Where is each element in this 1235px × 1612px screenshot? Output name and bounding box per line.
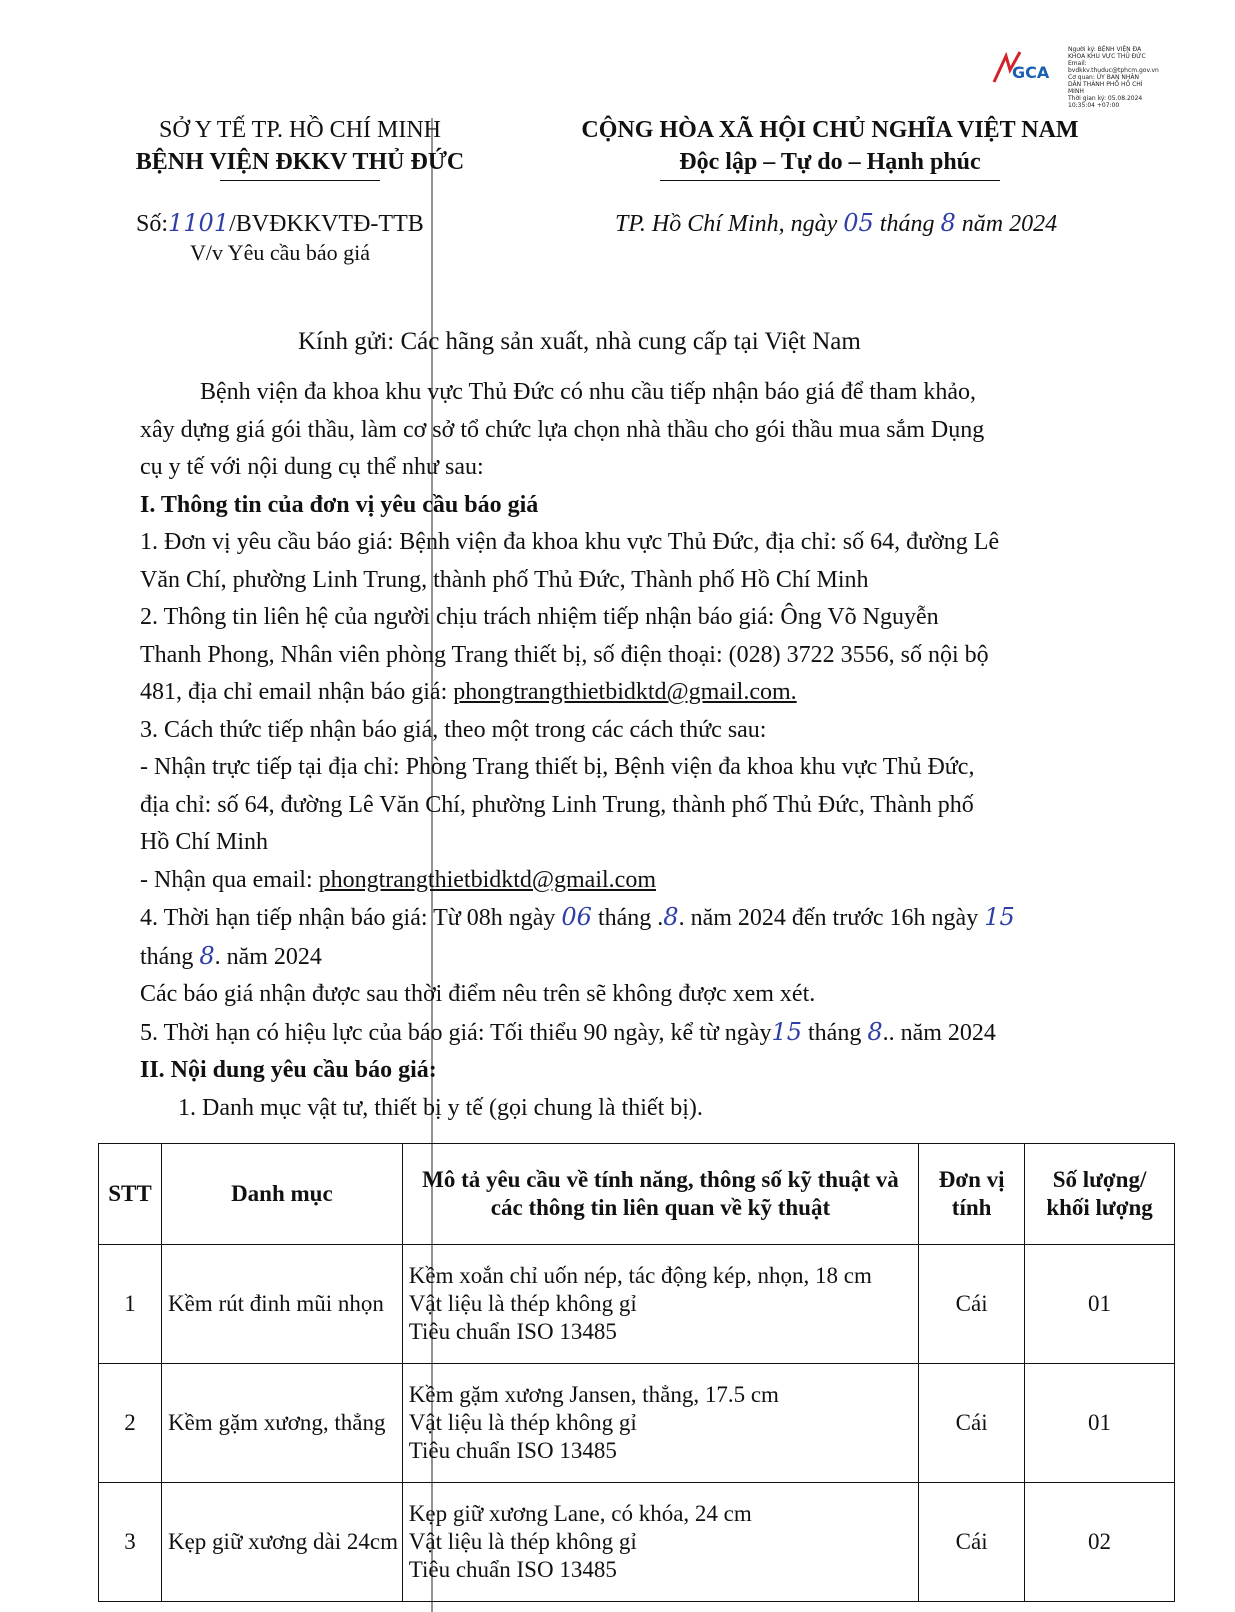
description-line: Vật liệu là thép không gỉ [408,1291,637,1316]
document-number [136,207,424,240]
handwritten-month: 8 [867,1017,883,1046]
row-description [402,1364,918,1483]
validity-text: tháng [808,1019,862,1046]
deadline-text: 4. Thời hạn tiếp nhận báo giá: Từ 08h ngày [140,905,556,931]
document-body [140,374,1122,1127]
row-quantity: 01 [1025,1364,1175,1483]
table-row [99,1245,1175,1364]
column-header-stt: STT [99,1144,162,1245]
gca-logo [990,48,1050,88]
hospital-name: BỆNH VIỆN ĐKKV THỦ ĐỨC [135,149,465,175]
row-stt: 3 [99,1483,162,1602]
paragraph-line [140,938,1122,977]
date-prefix: TP. Hồ Chí Minh, ngày [615,211,838,237]
row-stt: 2 [99,1364,162,1483]
paragraph-line: - Nhận trực tiếp tại địa chỉ: Phòng Trang thiết bị, Bệnh viện đa khoa khu vực Thủ Đức, [140,754,975,780]
deadline-text: tháng [140,943,194,970]
deadline-text: tháng . [597,905,664,931]
signature-line: 10:35:04 +07:00 [1068,102,1120,109]
column-header-quantity: Số lượng/ khối lượng [1025,1144,1175,1245]
paragraph-line: Các báo giá nhận được sau thời điểm nêu trên sẽ không được xem xét. [140,981,816,1007]
description-line: Vật liệu là thép không gỉ [408,1529,637,1554]
department-name: SỞ Y TẾ TP. HỒ CHÍ MINH [158,117,442,143]
signature-line: bvdkkv.thuduc@tphcm.gov.vn [1068,67,1159,74]
paragraph-line [140,674,1122,712]
signature-line: KHOA KHU VỰC THỦ ĐỨC [1068,53,1146,60]
table-row [99,1483,1175,1602]
row-quantity: 01 [1025,1245,1175,1364]
digital-signature-info [1068,46,1163,109]
row-description [402,1245,918,1364]
signature-line: Thời gian ký: 05.08.2024 [1068,95,1143,102]
date-month-handwritten: 8 [940,209,956,237]
paragraph-line [140,862,1122,900]
row-name: Kềm gặm xương, thẳng [161,1364,402,1483]
description-line: Kềm xoắn chỉ uốn nép, tác động kép, nhọn, 18 cm [408,1263,872,1288]
date-day-handwritten: 05 [843,209,874,237]
deadline-text: . năm 2024 [214,943,322,970]
row-unit: Cái [919,1483,1025,1602]
row-name: Kẹp giữ xương dài 24cm [161,1483,402,1602]
national-header [520,114,1140,181]
signature-line: Email: [1068,60,1087,67]
description-line: Tiêu chuẩn ISO 13485 [408,1319,617,1344]
document-date [615,207,1057,240]
issuer-underline [220,180,380,181]
signature-line: Cơ quan: ỦY BAN NHÂN [1068,74,1139,81]
email-label: 481, địa chỉ email nhận báo giá: [140,679,448,705]
doc-number-suffix: /BVĐKKVTĐ-TTB [229,211,424,237]
intro-line: Bệnh viện đa khoa khu vực Thủ Đức có nhu cầu tiếp nhận báo giá để tham khảo, [200,379,977,405]
signature-line: Người ký: BỆNH VIỆN ĐA [1068,46,1142,53]
date-year: năm 2024 [961,211,1058,237]
handwritten-month: 8 [663,903,679,931]
handwritten-day: 06 [561,903,592,931]
description-line: Kẹp giữ xương Lane, có khóa, 24 cm [408,1501,752,1526]
intro-line: cụ y tế với nội dung cụ thể như sau: [140,454,484,480]
national-motto: Độc lập – Tự do – Hạnh phúc [679,149,981,175]
table-row [99,1364,1175,1483]
email-label: - Nhận qua email: [140,866,313,893]
paragraph-line: Thanh Phong, Nhân viên phòng Trang thiết bị, số điện thoại: (028) 3722 3556, số nội bộ [140,641,989,668]
paragraph-line: địa chỉ: số 64, đường Lê Văn Chí, phường Linh Trung, thành phố Thủ Đức, Thành phố [140,791,974,818]
document-subject: V/v Yêu cầu báo giá [190,240,371,265]
description-line: Tiêu chuẩn ISO 13485 [408,1438,617,1463]
email-address: phongtrangthietbidktd@gmail.com [318,866,656,893]
list-item: 1. Danh mục vật tư, thiết bị y tế (gọi chung là thiết bị). [178,1094,703,1121]
paragraph-line: Văn Chí, phường Linh Trung, thành phố Thủ Đức, Thành phố Hồ Chí Minh [140,566,869,593]
motto-underline [660,180,1000,181]
signature-logo-icon [990,48,1050,88]
paragraph-line: Hồ Chí Minh [140,829,269,855]
description-line: Vật liệu là thép không gỉ [408,1410,637,1435]
column-header-description: Mô tả yêu cầu về tính năng, thông số kỹ thuật và các thông tin liên quan về kỹ thuật [402,1144,918,1245]
table-header-row [99,1144,1175,1245]
validity-text: 5. Thời hạn có hiệu lực của báo giá: Tối thiểu 90 ngày, kể từ ngày [140,1019,772,1046]
row-unit: Cái [919,1364,1025,1483]
country-name: CỘNG HÒA XÃ HỘI CHỦ NGHĨA VIỆT NAM [581,117,1079,143]
doc-number-label: Số: [136,211,169,237]
handwritten-day: 15 [984,903,1015,931]
paragraph-line: 2. Thông tin liên hệ của người chịu trách nhiệm tiếp nhận báo giá: Ông Võ Nguyễn [140,604,939,630]
row-quantity: 02 [1025,1483,1175,1602]
paragraph-line: 1. Đơn vị yêu cầu báo giá: Bệnh viện đa khoa khu vực Thủ Đức, địa chỉ: số 64, đường Lê [140,529,1000,555]
deadline-text: . năm 2024 đến trước 16h ngày [678,905,979,931]
row-stt: 1 [99,1245,162,1364]
row-description [402,1483,918,1602]
signature-line: MINH [1068,88,1084,95]
paragraph-line: 3. Cách thức tiếp nhận báo giá, theo một trong các cách thức sau: [140,716,767,743]
handwritten-month: 8 [199,941,215,970]
recipient-line: Kính gửi: Các hãng sản xuất, nhà cung cấp tại Việt Nam [298,328,861,355]
paragraph-line [140,899,1122,938]
intro-line: xây dựng giá gói thầu, làm cơ sở tổ chức lựa chọn nhà thầu cho gói thầu mua sắm Dụng [140,416,985,443]
email-address: phongtrangthietbidktd@gmail.com. [453,679,797,705]
validity-text: .. năm 2024 [882,1019,996,1046]
description-line: Tiêu chuẩn ISO 13485 [408,1557,617,1582]
section-heading: II. Nội dung yêu cầu báo giá: [140,1057,437,1083]
section-heading: I. Thông tin của đơn vị yêu cầu báo giá [140,491,539,518]
handwritten-day: 15 [771,1017,802,1046]
issuer-block [110,114,490,181]
signature-line: DÂN THÀNH PHỐ HỒ CHÍ [1068,81,1143,88]
column-header-unit: Đơn vị tính [919,1144,1025,1245]
svg-text:GCA: GCA [1012,63,1050,82]
description-line: Kềm gặm xương Jansen, thẳng, 17.5 cm [408,1382,779,1407]
row-name: Kềm rút đinh mũi nhọn [161,1245,402,1364]
equipment-table [98,1143,1175,1602]
column-header-name: Danh mục [161,1144,402,1245]
doc-number-handwritten: 1101 [168,209,230,237]
date-month-label: tháng [879,211,935,237]
row-unit: Cái [919,1245,1025,1364]
paragraph-line [140,1014,1122,1053]
